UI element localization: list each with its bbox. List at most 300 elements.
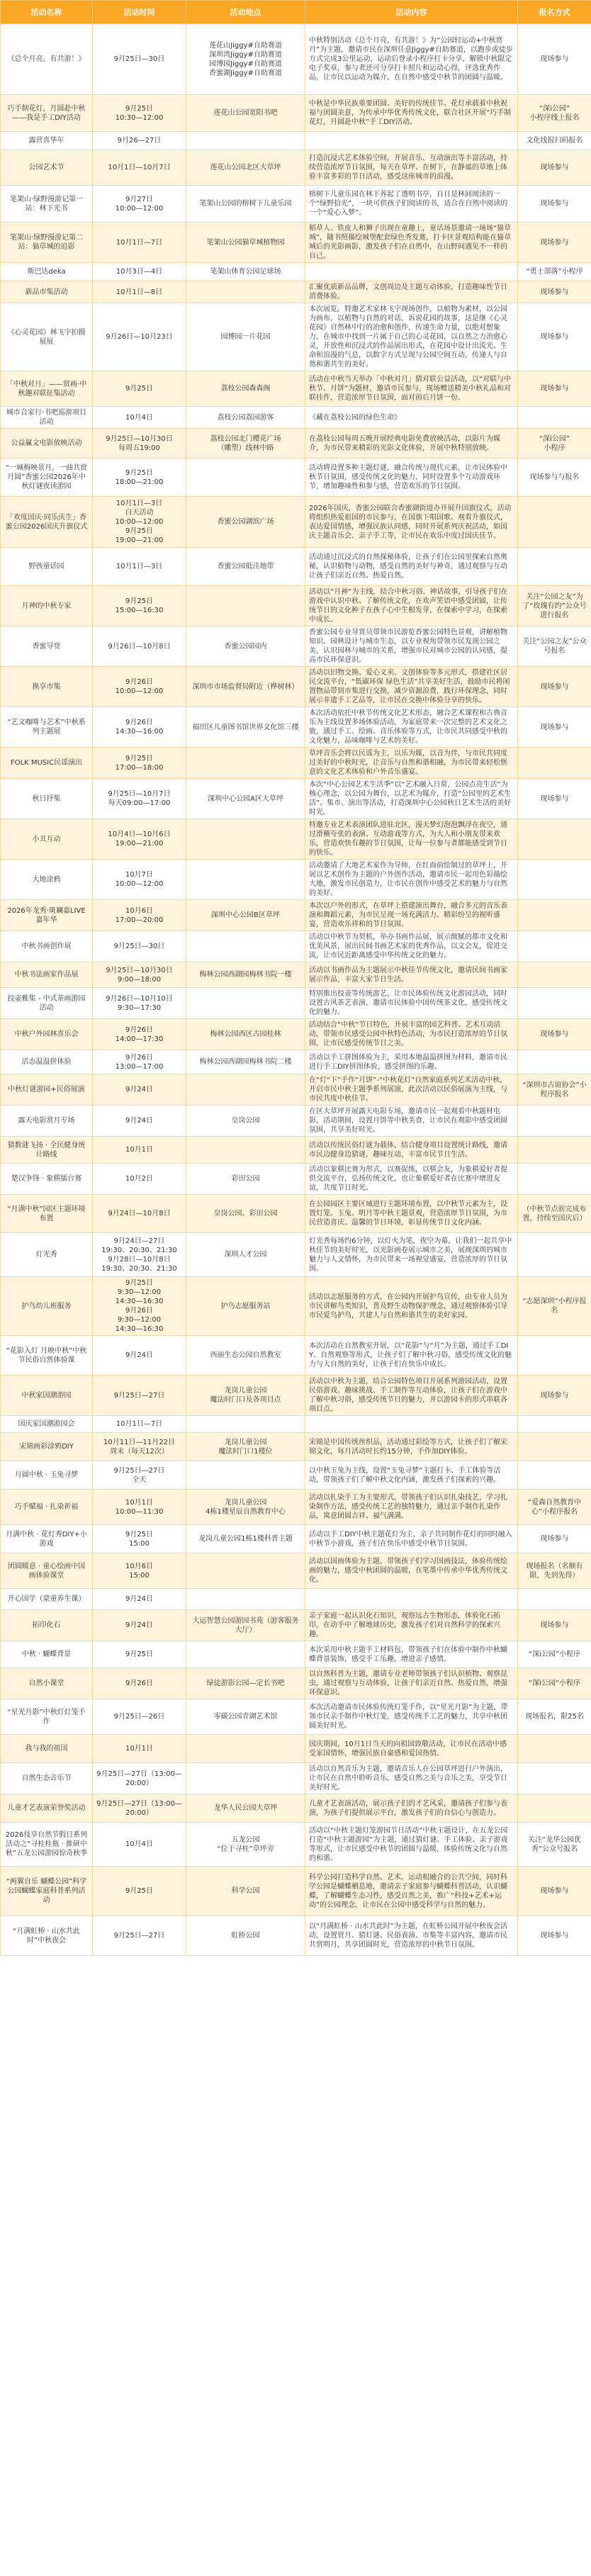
cell-activity-name: 自然生态音乐节 <box>1 1763 93 1794</box>
cell-signup-method <box>518 548 591 586</box>
table-row <box>1 150 591 186</box>
cell-activity-time: 10月4日—10月6日 19:00—21:00 <box>93 819 186 860</box>
cell-activity-name: 中秋灯谜游园+民俗展演 <box>1 1074 93 1106</box>
table-row <box>1 1699 591 1735</box>
cell-activity-name: 团圆暖意 · 童心绘画中国画体验课堂 <box>1 1553 93 1589</box>
cell-activity-content: 在“灯"下”手作“月饼”-“中秋花灯”自然家庭系列艺术活动中秋，开启市民中秋主题季系列展演，此次活动以民俗展演为主线，与市民共度中秋佳节。 <box>305 1074 518 1106</box>
cell-activity-time: 9月25日—30日 <box>93 24 186 95</box>
cell-activity-time: 9月25日—27日 <box>93 1376 186 1416</box>
cell-signup-method: 关注“公园之友”公众号报名 <box>518 626 591 667</box>
cell-activity-place <box>186 1137 305 1164</box>
cell-activity-content: 中秋特别活动《总个月亮，有共游！》为“公园轻运动+中秋赏月”为主题，邀请市民在深圳任意Jiggy#自助赛道，以跑步或徒步方式完成3公里运动，运动后登录小程序打卡分享，解锁中秋限定电子奖章，参与者还可分享打卡照片和运动心得，评选优秀作品，让市民以运动为媒介，在自然中感受中秋节的团圆与温暖。 <box>305 24 518 95</box>
cell-signup-method: 现场参与 <box>518 667 591 707</box>
cell-activity-name: 月神的中秋专家 <box>1 586 93 626</box>
cell-signup-method <box>518 1794 591 1823</box>
cell-activity-content: 《藏在荔枝公园的绿色生命》 <box>305 407 518 429</box>
cell-activity-time: 10月4日 <box>93 1823 186 1867</box>
table-row <box>1 497 591 548</box>
header-activity-time: 活动时间 <box>93 1 186 24</box>
cell-activity-place: 园博园一片花园 <box>186 303 305 371</box>
table-row <box>1 132 591 150</box>
header-signup-method: 报名方式 <box>518 1 591 24</box>
cell-signup-method: 现场参与 <box>518 707 591 748</box>
cell-activity-name: 大地涂鸦 <box>1 860 93 900</box>
cell-signup-method <box>518 497 591 548</box>
cell-activity-place <box>186 1074 305 1106</box>
cell-activity-place: 深圳市市场监督局附近（桦树林） <box>186 667 305 707</box>
cell-activity-content <box>305 132 518 150</box>
cell-activity-place <box>186 748 305 779</box>
cell-signup-method <box>518 1106 591 1137</box>
cell-activity-time: 9月24日—27日 19:30、20:30、21:30 9月28日—10月8日 19:30、20:30、21:30 <box>93 1233 186 1277</box>
cell-activity-name: 公益赢文电影放映活动 <box>1 429 93 459</box>
cell-activity-content: 儿童才艺表演活动，展示孩子们的才艺风采，邀请孩子们参与表演，为孩子们提供展示平台，激发孩子们的自信心与创造力。 <box>305 1794 518 1823</box>
header-activity-place: 活动地点 <box>186 1 305 24</box>
cell-signup-method: 关注“公园之友”为了“玫瑰有约”公众号进行报名 <box>518 586 591 626</box>
cell-activity-name: 投壶雅集 - 中式茶画游园活动 <box>1 988 93 1019</box>
cell-activity-name: 换享市集 <box>1 667 93 707</box>
cell-signup-method: 现场报名（名额有限，先到先得） <box>518 1553 591 1589</box>
cell-activity-name: 儿童才艺表演荣誉奖活动 <box>1 1794 93 1823</box>
table-row <box>1 223 591 263</box>
cell-signup-method: “志愿深圳”小程序报名 <box>518 1277 591 1336</box>
cell-activity-name: 斯巴达deka <box>1 263 93 281</box>
cell-activity-name: “月满中秋”园区主题环境布置 <box>1 1195 93 1233</box>
cell-activity-name: 中秋书画创作展 <box>1 931 93 962</box>
cell-activity-content: 本次活动邀请市民体验传统灯笼手作，以“星光月影”为主题，带领市民亲手制作中秋灯笼，感受传统手工艺的魅力，共享中秋团圆美好时光。 <box>305 1699 518 1735</box>
cell-activity-time: 9月25日—10月7日 每天09:00—17:00 <box>93 779 186 819</box>
cell-signup-method <box>518 407 591 429</box>
cell-activity-place <box>186 860 305 900</box>
table-row <box>1 1553 591 1589</box>
cell-activity-name: 月圆中秋 · 玉兔寻梦 <box>1 1461 93 1490</box>
cell-activity-place: 零碳公园青湖艺术馆 <box>186 1699 305 1735</box>
table-row <box>1 1823 591 1867</box>
cell-activity-content: 中秋是中华民族重要团圆、美好的传统佳节。花灯承载着中秋祝福与团圆美意，为传承中华优秀传统文化，联合社区开展“巧手制花灯，月圆赴中秋”手工DIY活动。 <box>305 95 518 132</box>
cell-activity-place: 莲花山公园宽阳书吧 <box>186 95 305 132</box>
cell-activity-content: 本次以户外的形式，在草坪上搭建演出舞台，融合多元的音乐表演和舞蹈元素，为市民呈现一场充满活力、精彩纷呈的视听盛宴，营造欢乐祥和的节日氛围。 <box>305 900 518 931</box>
cell-signup-method <box>518 860 591 900</box>
cell-activity-content: 本次“中心公园艺术生活季”以“艺术融入日常，公园点亮生活”为核心理念，以公园为舞台，以艺术为媒介，打造“公园里的艺术生活”。集市、演出等活动，打造深圳中心公园秋日艺术生活的美好时光。 <box>305 779 518 819</box>
cell-activity-content: 活动邀请了大地艺术家作为导师，在红面前绘制过的草坪上，开展以艺术创作为主题的户外创作活动，邀请市民一起用色彩描绘大地，激发市民创造力，让市民在创作中感受艺术的魅力与自然的美好。 <box>305 860 518 900</box>
cell-activity-content: 本次活动在自然教室开展，以“花影”与“月”为主题，通过手工DIY、自然观察等形式，让孩子们了解中秋习俗，感受传统文化的魅力与大自然的美好，让孩子们在快乐中成长。 <box>305 1336 518 1376</box>
cell-activity-place <box>186 1641 305 1668</box>
cell-activity-place: 梅林公园西湖园梅林书院一楼 <box>186 962 305 988</box>
table-row <box>1 1074 591 1106</box>
cell-activity-place: 龙岗儿童公园 魔法时门口及各项目点 <box>186 1376 305 1416</box>
table-row <box>1 1916 591 1956</box>
cell-activity-place: 莲花山Jiggy#自助赛道 深圳湾Jiggy#自助赛道 园博园Jiggy#自助赛道 香蜜湖Jiggy#自助赛道 <box>186 24 305 95</box>
cell-activity-place: 西丽生态公园自然教室 <box>186 1336 305 1376</box>
cell-activity-place: 香蜜公园低洼地带 <box>186 548 305 586</box>
cell-activity-name: “月满虹桥 · 山水共此时”中秋夜会 <box>1 1916 93 1956</box>
cell-activity-content: 活动以旧物交换、爱心义卖、文创体验等多元形式，搭建社区居民交流平台，“低碳环保 绿色生活”共享美好生活，鼓励市民将闲置物品带到市集进行交换，减少资源浪费，践行环保理念，同时展示非遗手工艺品等，让市民在交换中体验分享的快乐。 <box>305 667 518 707</box>
table-row <box>1 263 591 281</box>
cell-activity-place <box>186 132 305 150</box>
table-row <box>1 1641 591 1668</box>
table-row <box>1 1610 591 1641</box>
cell-activity-time: 9月26日 14:30—16:00 <box>93 707 186 748</box>
cell-activity-content <box>305 1589 518 1610</box>
cell-activity-time: 10月4日 <box>93 407 186 429</box>
cell-signup-method: 现场参与 <box>518 281 591 303</box>
cell-activity-name: “一城梅映景月，一曲共赏月圆”香蜜公园2026年中秋灯谜夜读游园 <box>1 459 93 497</box>
cell-activity-name: 开心国学（蒙童养生课） <box>1 1589 93 1610</box>
cell-activity-time: 10月1日—10月7日 <box>93 150 186 186</box>
cell-activity-content: 打造沉浸式艺术体验空间，开展音乐、互动演出等丰富活动，持续营造浓厚节日氛围，每天在草坪、在树下，在静谧的草地上体验丰富多彩的节日活动，感受这座城市的浪漫。 <box>305 150 518 186</box>
cell-activity-time: 10月7日 10:00—12:00 <box>93 860 186 900</box>
table-row <box>1 1019 591 1050</box>
table-row <box>1 1433 591 1461</box>
cell-activity-content: 活动以扎染手工为主要形式，带领孩子们认识扎染技艺，学习扎染制作方法，感受传统工艺的独特魅力，通过亲手制作扎染作品，寓意团圆吉祥、福气满满。 <box>305 1490 518 1525</box>
cell-activity-time: 10月6日 15:00 <box>93 1553 186 1589</box>
cell-signup-method <box>518 1433 591 1461</box>
table-row <box>1 1490 591 1525</box>
cell-activity-content: 本次展览，特邀艺术家林飞宇现场创作，以植物为素材，以公园为画布，以植物与自然的对话，诉说花园的故事，这是继《心灵花园》自然林中行的治愈和创作，传递生命力量，以绝对想象力，在城市中找到一片属于自己的心灵花园，以自然之力治愈心灵，开放性和沉浸式的作品展出形式，在花园中设计出流光、生命和浪漫的气息，以数字方式呈现与公园空间互动，传递人与自然和谐共生的美好。 <box>305 303 518 371</box>
cell-activity-time: 9月25日—26日 <box>93 1699 186 1735</box>
cell-signup-method: “爱森自然教育中心”小程序报名 <box>518 1490 591 1525</box>
cell-activity-time: 9月25日 10:30—12:00 <box>93 95 186 132</box>
cell-activity-name: 《总个月亮，有共游！》 <box>1 24 93 95</box>
cell-activity-time: 9月25日—30日 <box>93 931 186 962</box>
cell-activity-content: 活动以志愿服务的方式，在公园内开展护鸟宣传，由专业人员为市民讲解鸟类知识，普及野生动物保护理念，通过观察体验引导市民爱鸟护鸟，共建人与自然和谐共生的美好家园。 <box>305 1277 518 1336</box>
table-row <box>1 667 591 707</box>
cell-activity-name: 笔架山·绿野漫游记第二站：猫草城的追影 <box>1 223 93 263</box>
cell-activity-name: 国庆家国潮游园会 <box>1 1416 93 1433</box>
cell-activity-place <box>186 1416 305 1433</box>
cell-activity-place: 笔架山公园猫草城植物园 <box>186 223 305 263</box>
cell-activity-time: 9月26—27日 <box>93 132 186 150</box>
cell-signup-method <box>518 1137 591 1164</box>
cell-signup-method <box>518 1589 591 1610</box>
cell-activity-content: 特别推出投壶等传统游艺，让市民体验传统文化游园活动，同时设置古风茶艺表演，邀请市民体验中国传统茶文化，感受传统文化的魅力。 <box>305 988 518 1019</box>
cell-activity-content: 本次活动依托中秋节传统文化艺术形态，融合艺术课程和古典音乐为主线设置多场体验活动，为家庭带来一次完整的艺术文化之旅，通过手工、绘画、音乐体验等方式，让市民共同感受中秋的文化魅力，品味咖啡与艺术的美好。 <box>305 707 518 748</box>
cell-signup-method: 现场参与 <box>518 1019 591 1050</box>
table-row <box>1 707 591 748</box>
table-row <box>1 1589 591 1610</box>
cell-activity-place: 梅林公园西湖园梅林书院二楼 <box>186 1050 305 1074</box>
cell-activity-name: 2026年龙秀·斑斓嘉LIVE嘉年华 <box>1 900 93 931</box>
cell-signup-method: 现场参与 <box>518 1525 591 1553</box>
table-row <box>1 407 591 429</box>
cell-activity-place: 莲花山公园北区大草坪 <box>186 150 305 186</box>
cell-activity-content: 活动以象棋比赛为形式，以赛促练，以棋会友，为象棋爱好者提供交流平台，弘扬传统文化，也让象棋爱好者在比赛中增进友谊，共度节日时光。 <box>305 1164 518 1195</box>
header-activity-content: 活动内容 <box>305 1 518 24</box>
table-row <box>1 962 591 988</box>
cell-activity-time: 9月25日 <box>93 371 186 407</box>
cell-activity-content: 活动在中秋当天举办「中秋对月」猜对联公益活动，以“对联与中秋节、月饼”为题材，邀请市民参与，现场赠送精美中秋礼品和对联挂件，营造浓厚节日氛围，面对前后月饼一份。 <box>305 371 518 407</box>
cell-activity-time: 10月1日 <box>93 1137 186 1164</box>
cell-activity-time: 10月1日—7日 <box>93 223 186 263</box>
cell-activity-name: 「中秋对月」——赏画·中秋趣对联征集活动 <box>1 371 93 407</box>
table-row <box>1 779 591 819</box>
table-row <box>1 429 591 459</box>
cell-activity-time: 9月24日 <box>93 1610 186 1641</box>
cell-activity-place: 荔枝公园北门樱花广场 （雕塑）线林中路 <box>186 429 305 459</box>
table-row <box>1 303 591 371</box>
cell-signup-method <box>518 1050 591 1074</box>
cell-activity-content: 汇聚优质新品品牌，文创周边及主题互动体验，打造趣味性节日消费体验。 <box>305 281 518 303</box>
cell-activity-place <box>186 931 305 962</box>
cell-activity-place: 科学公园 <box>186 1867 305 1916</box>
cell-activity-content: 榕树下儿童乐园在林下养起了透明书亭，自日是林间阅读的一个“绿野拾光”，一块可供孩子们阅读的书，适合在自然中阅读的一个“爱心入梦”。 <box>305 186 518 223</box>
table-row <box>1 819 591 860</box>
table-row <box>1 1735 591 1763</box>
cell-activity-place <box>186 586 305 626</box>
cell-signup-method: 现场参与 <box>518 186 591 223</box>
cell-signup-method: “深圳市古谊协会”小程序报名 <box>518 1074 591 1106</box>
cell-signup-method <box>518 1164 591 1195</box>
table-row <box>1 626 591 667</box>
cell-activity-time: 10月2日 <box>93 1164 186 1195</box>
cell-signup-method: “深i公园”小程序 <box>518 1641 591 1668</box>
cell-activity-name: 露营喜华年 <box>1 132 93 150</box>
cell-activity-name: 公园艺术节 <box>1 150 93 186</box>
cell-signup-method: 现场参与 <box>518 1376 591 1416</box>
cell-signup-method <box>518 1735 591 1763</box>
table-row <box>1 1668 591 1699</box>
table-row <box>1 1461 591 1490</box>
cell-signup-method: （中秋节点前完成布置，持续至国庆后） <box>518 1195 591 1233</box>
cell-activity-content: 科学公园打造科学自然、艺术、运动相融合的公共空间，同时科学公园是蝴蝶栖息地，邀请亲子家庭参与蝴蝶科普活动，认识蝴蝶，了解蝴蝶生态习性，感受自然之美，推广“科技+艺术+运动”的公园理念，让市民在公园中感受科学与自然的魅力。 <box>305 1867 518 1916</box>
cell-activity-place <box>186 1763 305 1794</box>
cell-activity-content <box>305 263 518 281</box>
table-body <box>1 24 591 1956</box>
cell-activity-name: 中秋家国潮游园 <box>1 1376 93 1416</box>
cell-signup-method: “深i公园” 小程序 <box>518 429 591 459</box>
cell-activity-time: 9月25日—27日 <box>93 1916 186 1956</box>
table-row <box>1 1416 591 1433</box>
cell-activity-content <box>305 1416 518 1433</box>
cell-signup-method <box>518 962 591 988</box>
cell-signup-method <box>518 819 591 860</box>
cell-activity-content: 活动通过沉浸式的自然探秘体验，让孩子们在公园里探索自然奥秘，认识植物与动物，感受自然的美好与神奇，通过观察与互动让孩子们亲近自然、热爱自然。 <box>305 548 518 586</box>
cell-activity-name: 秋日抒集 <box>1 779 93 819</box>
cell-activity-time: 9月24日 <box>93 1074 186 1106</box>
table-header-row <box>1 1 591 24</box>
cell-activity-name: 宋锦画彩涂鸦DIY <box>1 1433 93 1461</box>
cell-activity-content: 草坪音乐会将以民谣为主，以乐为媒，以音为伴，与市民共同度过美好的中秋时光，让音乐与自然和谐相融，为市民带来轻松惬意的文化艺术体验和户外音乐盛宴。 <box>305 748 518 779</box>
cell-activity-place: 荔枝公园森森阁 <box>186 371 305 407</box>
cell-activity-name: “花影入灯 月映中秋”中秋节民俗自然体验课 <box>1 1336 93 1376</box>
cell-activity-place <box>186 988 305 1019</box>
cell-signup-method: 现场参与 <box>518 223 591 263</box>
cell-activity-content: 以自然科普为主题，邀请专业老师带领孩子们认识植物、观察昆虫，通过观察与互动体验，让孩子们亲近自然、热爱自然，增强环保意识。 <box>305 1668 518 1699</box>
cell-activity-place: 五龙公园 “位于寻桂”草坪旁 <box>186 1823 305 1867</box>
cell-activity-place <box>186 459 305 497</box>
cell-activity-time: 9月25日 <box>93 1641 186 1668</box>
cell-activity-content: 本次采用中秋主题手工材料包，带领孩子们在体验中制作中秋蝴蝶背景装饰，感受手工乐趣，增进亲子感情。 <box>305 1641 518 1668</box>
cell-activity-time: 10月6日 17:00—20:00 <box>93 900 186 931</box>
cell-activity-time: 9月25日—27日（13:00—20:00） <box>93 1794 186 1823</box>
cell-activity-time: 10月1日—8日 <box>93 281 186 303</box>
cell-activity-time: 9月25日 9:30—12:00 14:30—16:30 9月26日 9:30—12:00 14:30—16:30 <box>93 1277 186 1336</box>
cell-activity-name: 中秋 · 蝴蝶背景 <box>1 1641 93 1668</box>
header-activity-name: 活动名称 <box>1 1 93 24</box>
cell-activity-content: 在荔枝公园每周五晚开展经典电影免费放映活动，以影片为媒介，为市民带来精彩的光影文化体验，开展中秋特别放映。 <box>305 429 518 459</box>
cell-activity-name: 「欢度国庆·同乐庆生」香蜜公园2026国庆升旗仪式 <box>1 497 93 548</box>
cell-activity-content: 在公园园区主要区域进行主题环境布置，以中秋节元素为主，设置灯笼、玉兔、明月等中秋主题景观，营造浓厚节日氛围，为市民营造喜庆、温馨的节日环境，彰显传统节日文化内涵。 <box>305 1195 518 1233</box>
cell-activity-name: 活态温温拼体验 <box>1 1050 93 1074</box>
cell-activity-content: 活动以手工DIY中秋主题花灯为主，亲子共同制作花灯的同时融入中秋节小游戏，孩子们在快乐中感受中秋节日氛围。 <box>305 1525 518 1553</box>
cell-activity-content: 香蜜公园专业导赏员带领市民游览香蜜公园特色景观，讲解植物知识、园林设计与城市生态，以专业视角带领市民发现公园之美，认识园林与城市的关系，增强市民对城市公园的认同感，提高市民环保意识。 <box>305 626 518 667</box>
cell-activity-content: 活动以中秋为主题，结合公园特色项目开展系列游园活动，设置民俗游戏、趣味挑战、手工制作等互动体验，让孩子们在游戏中了解中秋习俗，感受传统节日的魅力，并以游园卡的形式串联各项目点。 <box>305 1376 518 1416</box>
cell-activity-place: 深圳中心公园B区草坪 <box>186 900 305 931</box>
cell-activity-name: 香蜜导赏 <box>1 626 93 667</box>
cell-activity-place: 龙岗儿童公园 魔法时门口1楼位 <box>186 1433 305 1461</box>
cell-signup-method: 现场参与 <box>518 371 591 407</box>
cell-signup-method: 关注“龙华公园优秀”公众号报名 <box>518 1823 591 1867</box>
cell-activity-place: 皇岗公园 <box>186 1106 305 1137</box>
cell-signup-method: 现场参与 <box>518 1916 591 1956</box>
cell-activity-content: 亲子家庭一起认识化石知识，观察远古生物形态，体验化石拓印，在动手中了解地球历史，激发孩子们对自然科学的探索兴趣。 <box>305 1610 518 1641</box>
cell-activity-content: 活动以“中秋主题灯笼游园节日活动”中秋主题设计，在五龙公园打造“中秋主题游园”为主题，通过猜灯谜、手工体验、亲子游戏等形式，让市民感受中秋节的团圆与温暖，体验传统文化与自然的和谐。 <box>305 1823 518 1867</box>
cell-activity-time: 9月26日 <box>93 1668 186 1699</box>
cell-activity-name: 拓印化石 <box>1 1610 93 1641</box>
cell-activity-time: 9月26日—10月10日 9:30—17:30 <box>93 988 186 1019</box>
cell-signup-method <box>518 1336 591 1376</box>
cell-activity-content: 在区大草坪开展露天电影专场，邀请市民一起观看中秋题材电影，活动期间，设置月饼等中秋美食，让市民在观影中感受团圆氛围，共享美好时光。 <box>305 1106 518 1137</box>
cell-activity-time: 10月11日—11月22日 周末（每天12次） <box>93 1433 186 1461</box>
cell-activity-name: FOLK MUSIC民谣演出 <box>1 748 93 779</box>
cell-signup-method: “深i公园”小程序 <box>518 1668 591 1699</box>
cell-signup-method: 现场报名，限25名 <box>518 1699 591 1735</box>
table-row <box>1 1233 591 1277</box>
cell-signup-method <box>518 1233 591 1277</box>
cell-activity-content: 活动以自然音乐为主题，邀请音乐人在公园草坪进行户外演出，让市民在自然中聆听音乐，感受自然之美与音乐之美，享受节日美好时光。 <box>305 1763 518 1794</box>
cell-activity-place: 深圳人才公园 <box>186 1233 305 1277</box>
cell-activity-name: 中秋户外园林喜乐会 <box>1 1019 93 1050</box>
cell-activity-place: 大运智慧公园游园书苑（游客服务大厅） <box>186 1610 305 1641</box>
cell-activity-time: 9月24日 <box>93 1589 186 1610</box>
cell-activity-content: 活动结合“中秋”节日特色，开展丰富的园艺科普、艺术互动活动，带领市民感受公园中秋特色活动，为市民打造浓厚的节日氛围，让市民感受传统节日之美。 <box>305 1019 518 1050</box>
table-row <box>1 24 591 95</box>
table-row <box>1 1763 591 1794</box>
cell-activity-name: 中秋书法画家作品展 <box>1 962 93 988</box>
cell-activity-time: 10月1日—3日 <box>93 548 186 586</box>
cell-activity-content: 以“月满虹桥 · 山水共此时”为主题，在虹桥公园开展中秋夜会活动，设置赏月、猜灯谜、民俗表演、市集等丰富内容，邀请市民共赏明月，共享团圆时光，营造浓厚的中秋节日氛围。 <box>305 1916 518 1956</box>
cell-activity-time: 9月25日—27日 全天 <box>93 1461 186 1490</box>
cell-activity-time: 10月1日 <box>93 1735 186 1763</box>
cell-activity-time: 9月25日—27日（13:00—20:00） <box>93 1763 186 1794</box>
cell-activity-name: “两翼自乐 蝴蝶公园”科学公园蝴蝶家庭科普系列活动 <box>1 1867 93 1916</box>
cell-activity-content: 活动以国画体验为主题，带领孩子们学习国画技法，体验传统绘画的魅力，感受中秋团圆的温暖，在笔墨中传承中华优秀传统文化。 <box>305 1553 518 1589</box>
cell-activity-content: 特邀专业艺术表演团队进驻北区，漫天梦幻泡泡飘浮在夜空，通过滑稽夸张的表演、互动游戏等方式，为大人和小朋友带来欢乐，营造欢快有趣的节日氛围，让每一位参与者都能感受到节日的快乐。 <box>305 819 518 860</box>
cell-signup-method: 现场参与 <box>518 1610 591 1641</box>
cell-signup-method <box>518 1763 591 1794</box>
table-row <box>1 900 591 931</box>
cell-activity-name: “艺文咖啡与艺术”中秋系列主题展 <box>1 707 93 748</box>
cell-activity-place <box>186 1553 305 1589</box>
cell-signup-method <box>518 1461 591 1490</box>
cell-activity-place: 福田区儿童图书馆世界文化馆三楼 <box>186 707 305 748</box>
cell-activity-time: 10月1日 10:00—11:30 <box>93 1490 186 1525</box>
cell-activity-name: 城市合家行·书吧巡游项目活动 <box>1 407 93 429</box>
cell-activity-content: 活动以中秋节为契机，举办书画作品展，展示细腻的都市文化和优美风景，展出民间书画艺术家的优秀作品，以文会友，促进交流，让市民近距离感受中华传统文化的魅力。 <box>305 931 518 962</box>
cell-activity-time: 9月25日 15:00 <box>93 1525 186 1553</box>
cell-activity-name: 巧手赋福 · 扎染祈福 <box>1 1490 93 1525</box>
cell-activity-time: 9月24日 <box>93 1336 186 1376</box>
cell-activity-time: 9月24日—10月8日 <box>93 1195 186 1233</box>
cell-activity-time: 10月1日—3日 白天活动 10:00—12:00 9月25日 19:00—21:00 <box>93 497 186 548</box>
cell-activity-time: 9月25日—10月30日 9:00—18:00 <box>93 962 186 988</box>
cell-activity-place <box>186 281 305 303</box>
cell-activity-content: 活动将设置多种主题灯谜，融合传统与现代元素，让市民体验中秋节日氛围，感受传统文化的魅力，同时设置多个互动游戏环节，增加趣味性和参与感，营造欢乐的节日氛围。 <box>305 459 518 497</box>
cell-activity-place: 香蜜公园湖滨广场 <box>186 497 305 548</box>
cell-activity-place <box>186 819 305 860</box>
cell-activity-content: 国庆期间，10月1日当天的向祖国致敬活动，让市民在活动中感受家国情怀，增强民族自豪感和爱国热情。 <box>305 1735 518 1763</box>
cell-activity-name: 露天电影赏月专场 <box>1 1106 93 1137</box>
cell-activity-content: 活动以书画作品为主题展示中秋佳节传统文化，邀请民间书画家展示作品，丰富大家节日生活。 <box>305 962 518 988</box>
table-row <box>1 748 591 779</box>
cell-activity-time: 9月25日 18:00—21:00 <box>93 459 186 497</box>
cell-activity-place: 虹桥公园 <box>186 1916 305 1956</box>
cell-activity-place: 笔架山体育公园足球场 <box>186 263 305 281</box>
table-row <box>1 586 591 626</box>
cell-activity-name: 自然小课堂 <box>1 1668 93 1699</box>
cell-activity-place <box>186 1461 305 1490</box>
cell-activity-content: 活动以传统民俗灯谜为载体，结合健身项目设置统计路线，邀请市民边健身边猜谜，趣味互动，丰富市民节日生活。 <box>305 1137 518 1164</box>
cell-activity-content: 宋锦是中国传统丝织品，活动通过彩绘等方式，让孩子们了解宋锦文化，每月活动时长约15分钟，手作加DIY体验。 <box>305 1433 518 1461</box>
table-row <box>1 1376 591 1416</box>
table-row <box>1 931 591 962</box>
cell-activity-name: 楚汉争锋 · 象棋擂台赛 <box>1 1164 93 1195</box>
cell-activity-content: 以中秋玉兔为主线，设置“玉兔寻梦”主题打卡、手工体验等活动，带领孩子们了解中秋文化内涵，激发孩子们探索的兴趣。 <box>305 1461 518 1490</box>
table-row <box>1 95 591 132</box>
cell-activity-content: 2026年国庆，香蜜公园联合香蜜湖街道办开展升国旗仪式，活动将组织热爱祖国的市民参与，在国旗下唱国歌、观看升旗仪式，表达爱国情感，增强民族认同感，同时开展系列庆祝活动，如国庆主题音乐会、亲子手工等，让市民在欢乐中度过国庆佳节。 <box>305 497 518 548</box>
cell-activity-name: 猜数谜飞扬 · 全民健身统计路线 <box>1 1137 93 1164</box>
cell-activity-content: 活动以“月神”为主线，结合中秋习俗、神话故事，引导孩子们在游戏中认识中秋、了解传统文化，在欢声笑语中感受团圆，让传统节日的文化种子在孩子心中生根发芽，在探索中学习，在探索中成长。 <box>305 586 518 626</box>
cell-activity-time: 9月26日 10:00—12:00 <box>93 667 186 707</box>
cell-activity-place <box>186 1589 305 1610</box>
cell-signup-method: 现场参与 <box>518 303 591 371</box>
cell-activity-content: 稻草人、铁皮人和狮子出现在童趣上，童话场景邀请一场场“猫草城”，随书照描绘城堡配套绿色秀发赛，打卡区景观结构能在猫草城后的光影画影，激发孩子们在自然中，在山野间遇见不一样的自己。 <box>305 223 518 263</box>
cell-activity-name: 野孩童话园 <box>1 548 93 586</box>
cell-activity-time: 9月26日—10月23日 <box>93 303 186 371</box>
table-row <box>1 1867 591 1916</box>
cell-activity-name: 新品市集活动 <box>1 281 93 303</box>
cell-activity-place: 香蜜公园园内 <box>186 626 305 667</box>
cell-activity-time: 9月24日 <box>93 1106 186 1137</box>
cell-signup-method: 现场参与 <box>518 1867 591 1916</box>
cell-activity-place: 皇岗公园、彩田公园 <box>186 1195 305 1233</box>
table-row <box>1 988 591 1019</box>
cell-activity-name: 笔架山·绿野漫游记第一站：林下光书 <box>1 186 93 223</box>
cell-signup-method: “深i公园” 小程序线上报名 <box>518 95 591 132</box>
cell-signup-method: “勇士部落”小程序 <box>518 263 591 281</box>
cell-activity-name: 护鸟幼儿班服务 <box>1 1277 93 1336</box>
cell-signup-method: 现场参与与报名 <box>518 459 591 497</box>
table-row <box>1 1195 591 1233</box>
cell-activity-place: 梅林公园西区古园桂林 <box>186 1019 305 1050</box>
table-row <box>1 371 591 407</box>
cell-activity-name: 小丑互动 <box>1 819 93 860</box>
cell-signup-method: 文化线报扫码报名 <box>518 132 591 150</box>
cell-activity-place: 龙华人民公园大草坪 <box>186 1794 305 1823</box>
cell-activity-place: 龙岗儿童公园1栋1楼科普主题 <box>186 1525 305 1553</box>
cell-activity-name: 灯光秀 <box>1 1233 93 1277</box>
cell-activity-place <box>186 1735 305 1763</box>
cell-activity-content: 灯光秀每场约6分钟，以灯火为笔，夜空为幕，让我们一起共享中秋佳节的美好时光，以光影画卷展示城市之美，展现深圳的城市魅力与人文情怀，为市民带来一场视觉盛宴，营造浓厚的节日氛围。 <box>305 1233 518 1277</box>
cell-signup-method <box>518 931 591 962</box>
cell-activity-place: 笔架山公园的榕树下儿童乐园 <box>186 186 305 223</box>
table-row <box>1 1794 591 1823</box>
table-row <box>1 186 591 223</box>
cell-signup-method <box>518 1416 591 1433</box>
cell-activity-name: 我与我的祖国 <box>1 1735 93 1763</box>
table-row <box>1 860 591 900</box>
cell-activity-time: 9月25日 15:00—16:30 <box>93 586 186 626</box>
